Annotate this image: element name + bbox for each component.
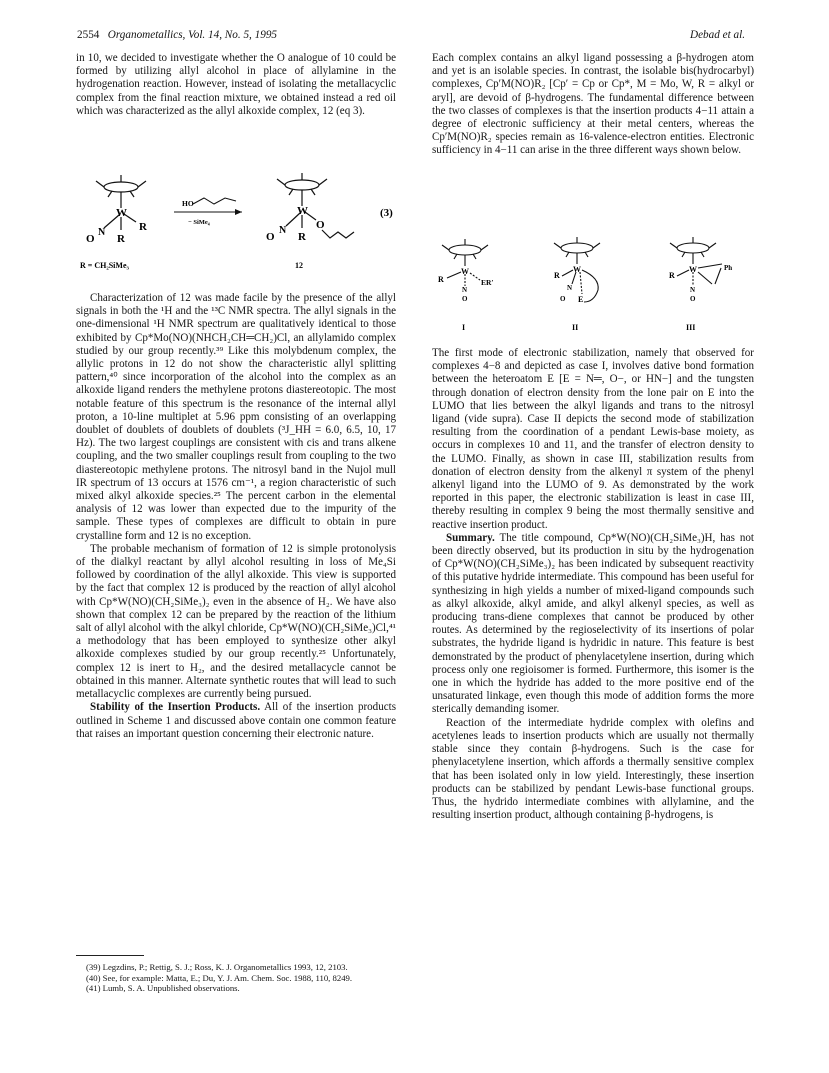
reactant-w-atom: W	[116, 207, 127, 219]
equation-number: (3)	[380, 207, 393, 219]
paragraph-reaction: Reaction of the intermediate hydride complex with olefins and acetylenes leads to insertion products which are usually not thermally stable since they contain β-hydrogens. Such is the case for phenylacetylene insertion, which affords a thermally sensitive complex that has been isolated only in low yield. Interestingly, these insertion products can be stabilized by pendant Lewis-base functional groups. Thus, the hydrido intermediate combines with allylamine, and the resulting insertion product, although containing β-hydrogens, is	[432, 716, 754, 822]
footnote-39: (39) Legzdins, P.; Rettig, S. J.; Ross, K. J. Organometallics 1993, 12, 2103.	[86, 962, 348, 972]
case-iii-ph: Ph	[724, 264, 733, 272]
paragraph-stability: Stability of the Insertion Products. All of the insertion products outlined in Scheme 1 and discussed above contain one common feature that raises an important question concerning their electronic nature.	[76, 701, 396, 740]
right-paragraph-1: Each complex contains an alkyl ligand possessing a β-hydrogen atom and yet is an isolable species. In contrast, the isolable bis(hydrocarbyl) complexes, Cp′M(NO)R₂ [Cp′ = Cp or Cp*, M = Mo, W, R = alkyl or aryl], are devoid of β-hydrogens. The fundamental difference between the two classes of complexes is that the insertion products 4−11 attain a degree of electronic sufficiency at their metal centers, whereas the Cp′M(NO)R₂ species remain as 16-valence-electron entities. Electronic sufficiency in 4−11 can arise in the three different ways shown below.	[432, 52, 754, 157]
product-o-atom: O	[266, 231, 275, 243]
paragraph-mechanism: The probable mechanism of formation of 12 is simple protonolysis of the dialkyl reactant by allyl alcohol resulting in loss of Me₄Si followed by coordination of the allyl alkoxide. This view is supported by the fact that complex 12 is produced by the reaction of allyl alcohol with Cp*W(NO)(CH₂SiMe₃)₂ even in the absence of H₂. We have also shown that complex 12 can be prepared by the reaction of the lithium salt of allyl alcohol with the alkyl chloride, Cp*W(NO)(CH₂SiMe₃)Cl,⁴¹ a methodology that has been employed to synthesize other alkyl alkoxide complexes studied by our group recently.²⁵ Unfortunately, complex 12 is inert to H₂, and the desired metallacycle cannot be obtained in this manner. Alternate synthetic routes that will lead to such metallacyclic complexes are currently being pursued.	[76, 542, 396, 701]
page-number: 2554	[77, 29, 100, 41]
stabilization-cases-scheme	[432, 228, 754, 338]
paragraph-stabilization-modes: The first mode of electronic stabilization, namely that observed for complexes 4−8 and depicted as case I, involves dative bond formation between the heteroatom E [E = N═, O−, or HN−] and the tungsten through donation of electron density from the lone pair on E into the LUMO that lies between the alkyl ligands and trans to the nitrosyl ligand (vide supra). Case II depicts the second mode of stabilization resulting from the coordination of a pendant Lewis-base moiety, as occurs in complexes 10 and 11, and the transfer of electron density to the LUMO. Finally, as shown in case III, stabilization results from donation of electron density from the alkenyl π system of the phenyl alkenyl ligand into the LUMO of 9. As demonstrated by the work reported in this paper, the electronic stabilization is least in case III, thereby resulting in complex 9 being the most thermally sensitive and reactive insertion product.	[432, 347, 754, 531]
left-paragraph-1: in 10, we decided to investigate whether the O analogue of 10 could be formed by utilizing allyl alcohol in place of allylamine in the hydrogenation reaction. However, instead of isolating the metallacyclic complex from the final reaction mixture, we obtained instead a red oil which was characterized as the allyl alkoxide complex, 12 (eq 3).	[76, 52, 396, 117]
summary-heading: Summary.	[446, 531, 495, 544]
case-i-n: N	[462, 286, 468, 294]
reactant-r-right: R	[139, 221, 147, 233]
author-header: Debad et al.	[690, 29, 745, 41]
product-alkoxide-o: O	[316, 219, 325, 231]
case-i-r: R	[438, 275, 444, 284]
byproduct-label: − SiMe₄	[188, 219, 210, 226]
left-text-body	[76, 292, 396, 741]
case-ii-w: W	[573, 265, 581, 274]
case-iii-w: W	[689, 265, 697, 274]
case-iii-label: III	[686, 323, 696, 332]
reactant-n-atom: N	[98, 227, 106, 238]
footnotes	[76, 962, 396, 994]
case-ii-e: E	[578, 295, 584, 304]
product-n-atom: N	[279, 225, 287, 236]
case-ii-label: II	[572, 323, 579, 332]
case-iii-structure	[670, 237, 722, 286]
footnote-rule	[76, 955, 144, 956]
product-w-atom: W	[297, 205, 308, 217]
case-ii-r: R	[554, 271, 560, 280]
reactant-r-bottom: R	[117, 233, 125, 245]
reagent-allyl-chain	[193, 198, 236, 204]
case-i-er: ER′	[481, 278, 494, 287]
product-r-bottom: R	[298, 231, 306, 243]
r-definition: R = CH₂SiMe₃	[80, 261, 129, 270]
case-iii-n: N	[690, 286, 696, 294]
arrow-head	[235, 209, 242, 215]
case-i-label: I	[462, 323, 466, 332]
paragraph-characterization: Characterization of 12 was made facile by the presence of the allyl signals in both the ¹H and the ¹³C NMR spectra. The allyl signals in the one-dimensional ¹H NMR spectrum are qualitatively identical to those exhibited by Cp*Mo(NO)(NHCH₂CH═CH₂)Cl, an allylamido complex studied by our group recently.³⁹ Like this molybdenum complex, the allylic protons in 12 do not show the characteristic allyl splitting pattern,⁴⁰ since incorporation of the alcohol into the complex as an alkoxide ligand renders the methylene protons diastereotopic. The most notable feature of this spectrum is the resonance of the internal allyl proton, a 10-line multiplet at 5.96 ppm consisting of an overlapping doublet of doublets of doublets of doublets (³J_HH = 6.0, 6.5, 10, 17 Hz). The two largest couplings are consistent with cis and trans alkene coupling, and the two smaller couplings result from coupling to the two diastereotopic methylene protons. The nitrosyl band in the Nujol mull IR spectrum of 13 occurs at 1576 cm⁻¹, a region characteristic of such mixed alkyl alkoxide species.²⁵ The percent carbon in the elemental analysis of 12 was lower than expected due to the impurity of the sample. These types of complexes are difficult to obtain in pure crystalline form and 12 is no exception.	[76, 292, 396, 542]
footnote-41: (41) Lumb, S. A. Unpublished observations.	[86, 983, 240, 994]
case-ii-n: N	[567, 284, 573, 292]
case-iii-o: O	[690, 295, 696, 303]
reactant-o-atom: O	[86, 233, 95, 245]
stability-heading: Stability of the Insertion Products.	[90, 701, 261, 714]
reagent-ho: HO	[182, 199, 194, 208]
case-i-o: O	[462, 295, 468, 303]
footnote-40: (40) See, for example: Matta, E.; Du, Y. J. Am. Chem. Soc. 1988, 110, 8249.	[86, 972, 353, 983]
right-text-body	[432, 347, 754, 822]
case-ii-o: O	[560, 295, 566, 303]
product-label: 12	[295, 261, 303, 270]
running-header-left	[77, 29, 277, 41]
equation-3-scheme	[76, 170, 406, 280]
journal-citation: Organometallics, Vol. 14, No. 5, 1995	[107, 29, 278, 41]
case-iii-r: R	[669, 271, 675, 280]
paragraph-summary: Summary. The title compound, Cp*W(NO)(CH₂SiMe₃)H, has not been directly observed, but its production in situ by the hydrogenation of Cp*W(NO)(CH₂SiMe₃)₂ has been indicated by subsequent reactivity of this putative hydride intermediate. This compound has been useful for synthesizing in high yields a number of mixed-ligand compounds such as alkyl alkoxide, alkyl amide, and alkyl alkenyl species, as well as producing trans-diene complexes that cannot be produced by other routes. As determined by the regioselectivity of its insertions of polar substrates, the hydride ligand is hydridic in nature. This feature is best demonstrated by the product of phenylacetylene insertion, during which process only one regioisomer is formed. Furthermore, this isomer is the one in which the hydride has added to the more positive end of the unsaturated linkage, even though this mode of addition forms the more sterically demanding isomer.	[432, 531, 754, 716]
case-i-w: W	[461, 267, 469, 276]
